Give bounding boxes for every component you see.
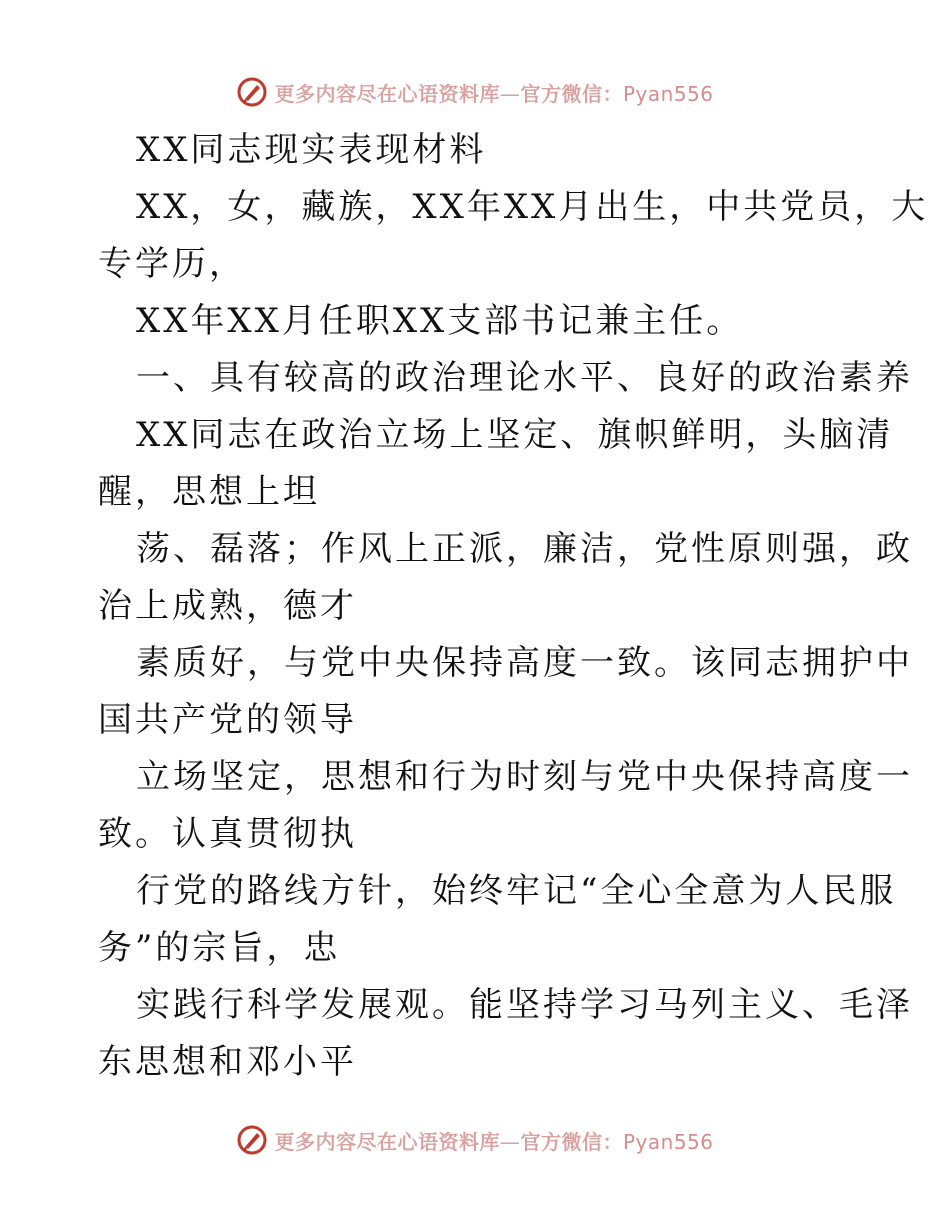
document-line: 素质好，与党中央保持高度一致。该同志拥护中 (136, 643, 913, 683)
document-line: 治上成熟，德才 (98, 586, 357, 626)
section-heading: 一、具有较高的政治理论水平、良好的政治素养 (136, 358, 913, 398)
document-line: XX，女，藏族，XX年XX月出生，中共党员，大 (136, 187, 929, 227)
watermark-text: 更多内容尽在心语资料库—官方微信：Pyan556 (274, 1129, 714, 1154)
document-line: 务”的宗旨，忠 (98, 928, 341, 968)
document-line: 实践行科学发展观。能坚持学习马列主义、毛泽 (136, 985, 913, 1025)
document-line: 行党的路线方针，始终牢记“全心全意为人民服 (136, 871, 897, 911)
footer-watermark (0, 1120, 950, 1160)
document-line: XX年XX月任职XX支部书记兼主任。 (136, 301, 744, 341)
document-line: 东思想和邓小平 (98, 1042, 357, 1082)
document-line: XX同志在政治立场上坚定、旗帜鲜明，头脑清 (136, 415, 894, 455)
document-line: 致。认真贯彻执 (98, 814, 357, 854)
header-watermark (0, 72, 950, 112)
pen-logo-icon (236, 1124, 268, 1156)
document-title: XX同志现实表现材料 (136, 130, 487, 170)
document-line: 专学历， (98, 244, 246, 284)
document-line: 荡、磊落；作风上正派，廉洁，党性原则强，政 (136, 529, 913, 569)
watermark-text: 更多内容尽在心语资料库—官方微信：Pyan556 (274, 81, 714, 106)
pen-logo-icon (236, 76, 268, 108)
document-line: 立场坚定，思想和行为时刻与党中央保持高度一 (136, 757, 913, 797)
document-line: 醒，思想上坦 (98, 472, 320, 512)
document-line: 国共产党的领导 (98, 700, 357, 740)
